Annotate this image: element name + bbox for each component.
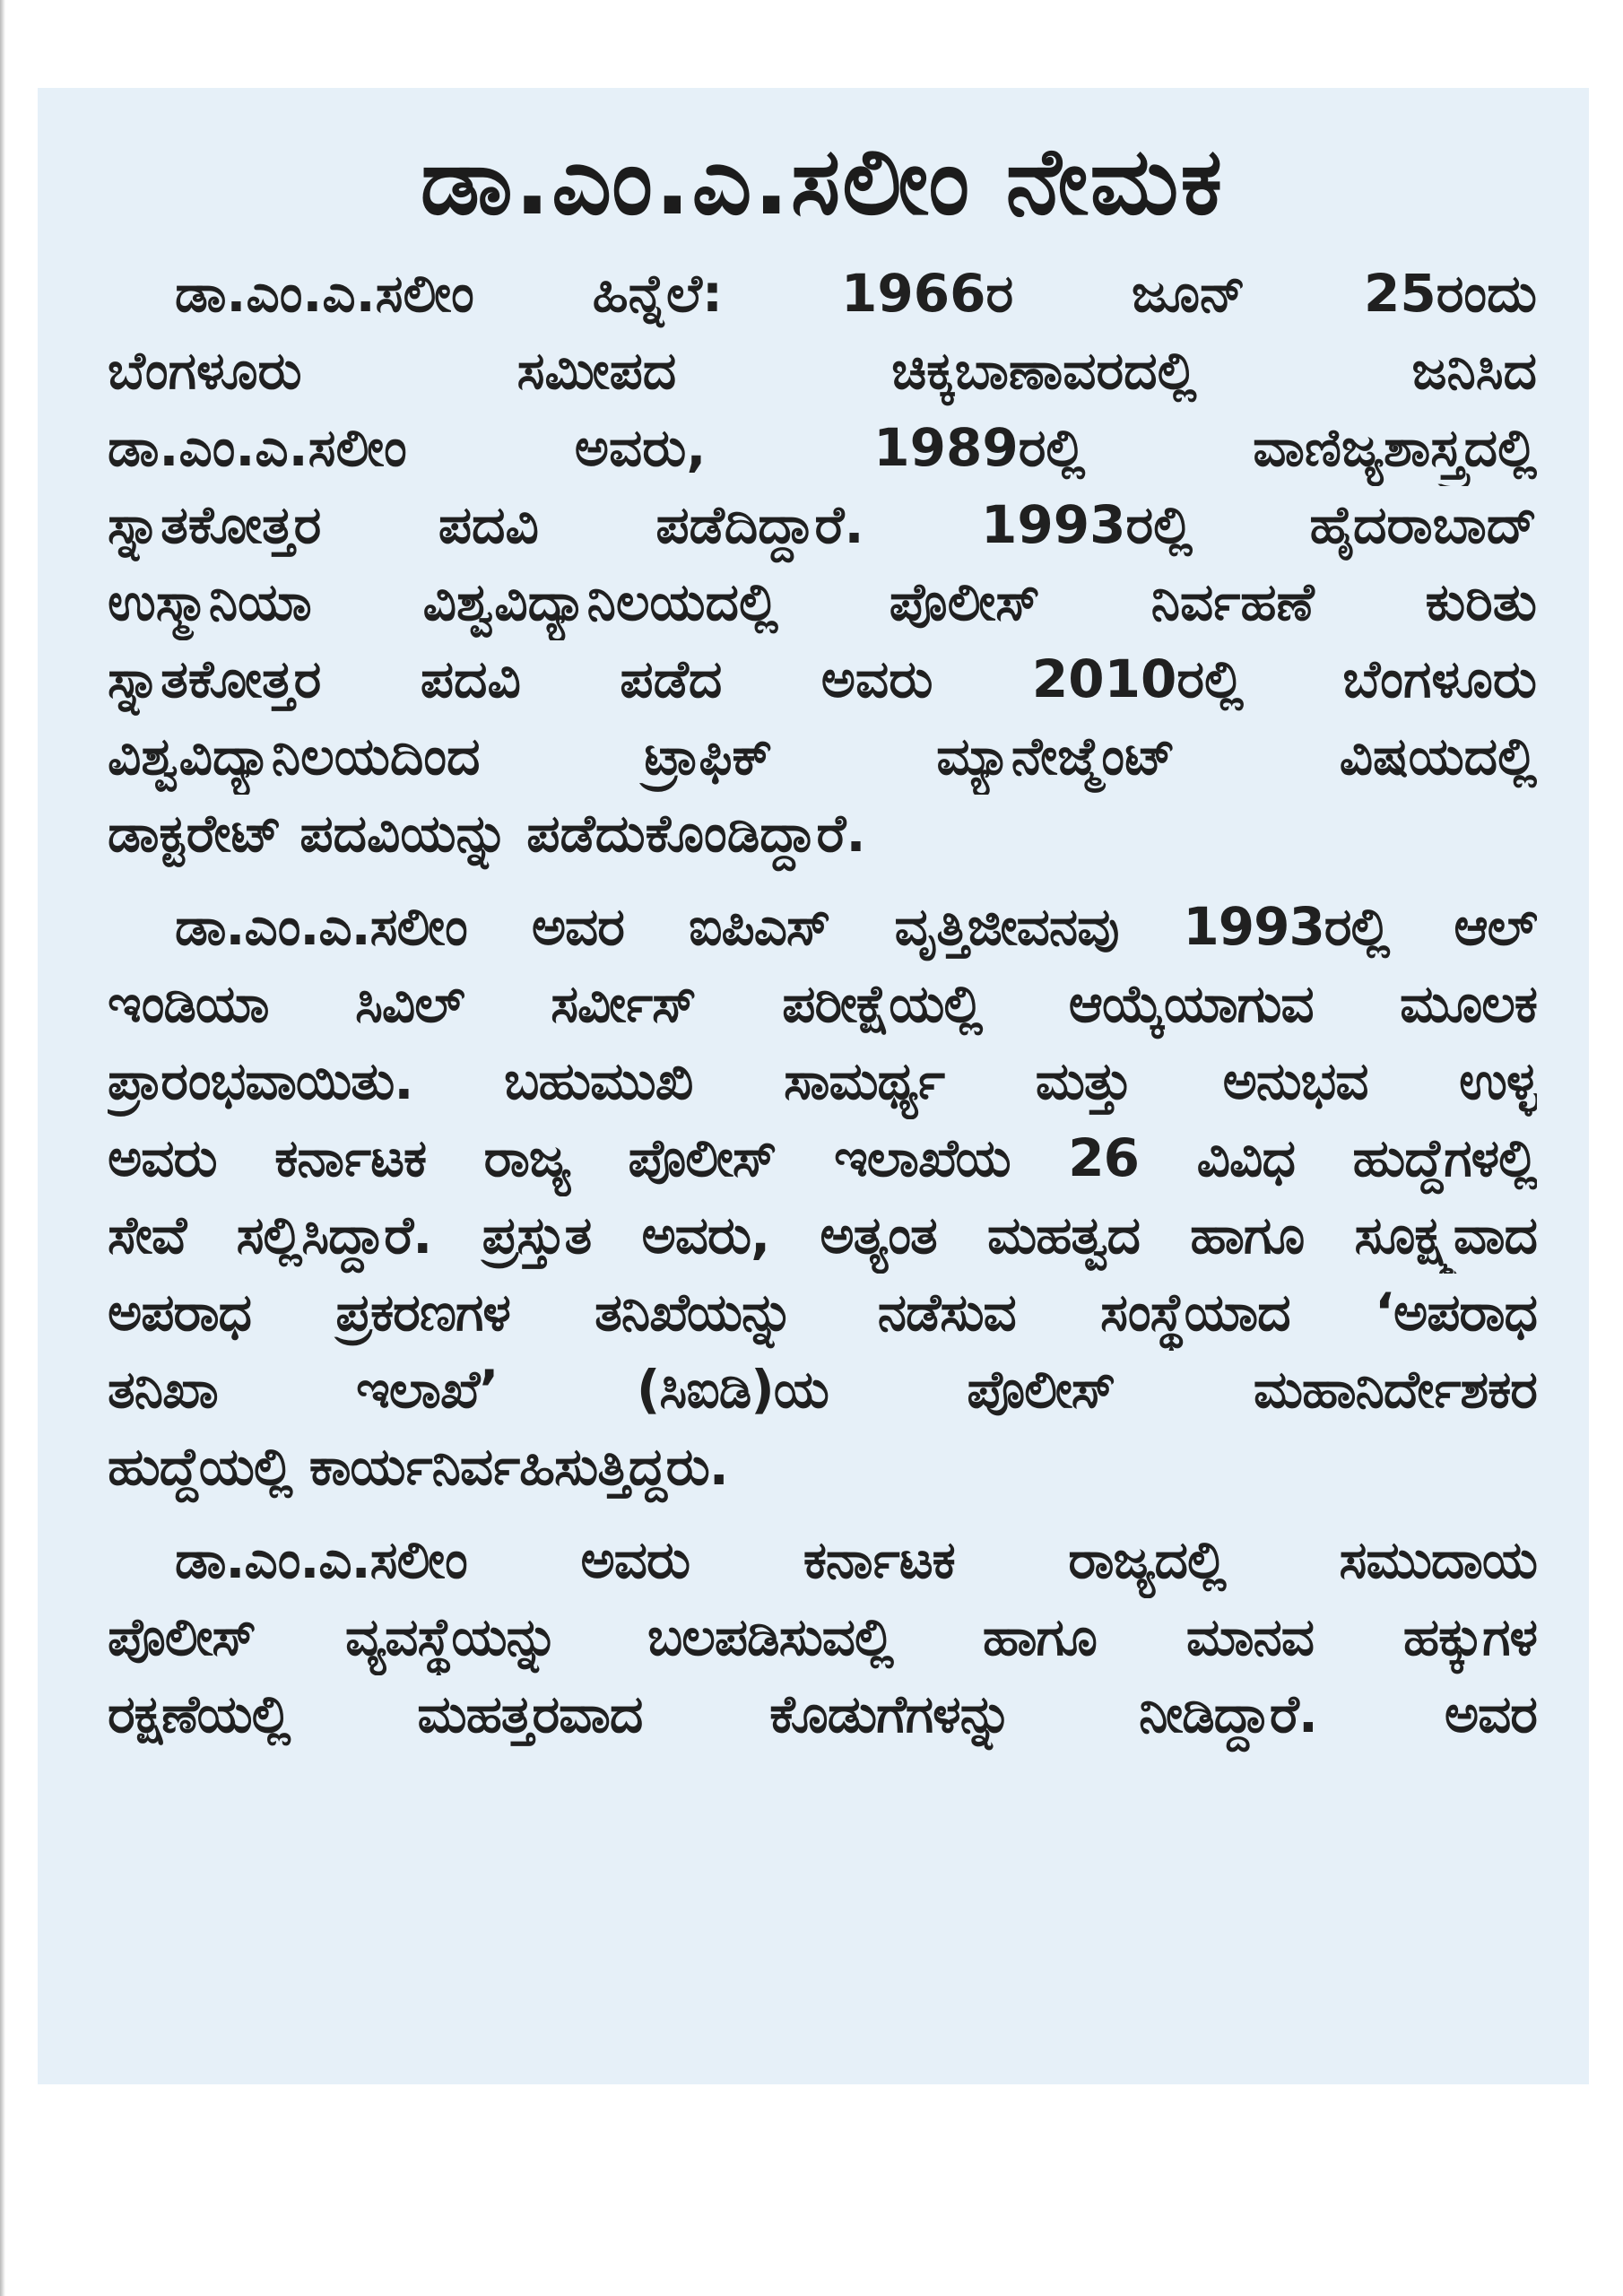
newspaper-clipping (38, 88, 1589, 2084)
text-line: ಡಾಕ್ಟರೇಟ್ ಪದವಿಯನ್ನು ಪಡೆದುಕೊಂಡಿದ್ದಾರೆ. (108, 803, 866, 864)
text-line: ಸ್ನಾತಕೋತ್ತರ ಪದವಿ ಪಡೆದ ಅವರು 2010ರಲ್ಲಿ ಬೆಂಗಳೂರು (108, 648, 1537, 709)
scan-edge-shadow (0, 0, 5, 2296)
text-line: ತನಿಖಾ ಇಲಾಖೆ’ (ಸಿಐಡಿ)ಯ ಪೊಲೀಸ್ ಮಹಾನಿರ್ದೇಶಕರ (108, 1359, 1537, 1420)
text-line: ಸೇವೆ ಸಲ್ಲಿಸಿದ್ದಾರೆ. ಪ್ರಸ್ತುತ ಅವರು, ಅತ್ಯಂತ ಮಹತ್ವದ ಹಾಗೂ ಸೂಕ್ಷ್ಮವಾದ (108, 1205, 1537, 1265)
paragraph-contributions (108, 1521, 1537, 1752)
text-line: ಅಪರಾಧ ಪ್ರಕರಣಗಳ ತನಿಖೆಯನ್ನು ನಡೆಸುವ ಸಂಸ್ಥೆಯಾದ ‘ಅಪರಾಧ (108, 1282, 1537, 1343)
text-line: ಉಸ್ಮಾನಿಯಾ ವಿಶ್ವವಿದ್ಯಾನಿಲಯದಲ್ಲಿ ಪೊಲೀಸ್ ನಿರ್ವಹಣೆ ಕುರಿತು (108, 571, 1537, 632)
text-line: ಡಾ.ಎಂ.ಎ.ಸಲೀಂ ಅವರು ಕರ್ನಾಟಕ ರಾಜ್ಯದಲ್ಲಿ ಸಮುದಾಯ (175, 1529, 1537, 1590)
text-line: ಬೆಂಗಳೂರು ಸಮೀಪದ ಚಿಕ್ಕಬಾಣಾವರದಲ್ಲಿ ಜನಿಸಿದ (108, 340, 1537, 401)
paragraph-career (108, 888, 1537, 1505)
text-line: ಡಾ.ಎಂ.ಎ.ಸಲೀಂ ಅವರ ಐಪಿಎಸ್ ವೃತ್ತಿಜೀವನವು 1993ರಲ್ಲಿ ಆಲ್ (175, 896, 1537, 957)
text-line: ಇಂಡಿಯಾ ಸಿವಿಲ್ ಸರ್ವೀಸ್ ಪರೀಕ್ಷೆಯಲ್ಲಿ ಆಯ್ಕೆಯಾಗುವ ಮೂಲಕ (108, 973, 1537, 1034)
text-line: ಡಾ.ಎಂ.ಎ.ಸಲೀಂ ಹಿನ್ನೆಲೆ: 1966ರ ಜೂನ್ 25ರಂದು (175, 263, 1537, 324)
text-line: ಡಾ.ಎಂ.ಎ.ಸಲೀಂ ಅವರು, 1989ರಲ್ಲಿ ವಾಣಿಜ್ಯಶಾಸ್ತ್ರದಲ್ಲಿ (108, 417, 1537, 478)
text-line: ವಿಶ್ವವಿದ್ಯಾನಿಲಯದಿಂದ ಟ್ರಾಫಿಕ್ ಮ್ಯಾನೇಜ್ಮೆಂಟ್ ವಿಷಯದಲ್ಲಿ (108, 726, 1537, 787)
text-line: ಸ್ನಾತಕೋತ್ತರ ಪದವಿ ಪಡೆದಿದ್ದಾರೆ. 1993ರಲ್ಲಿ ಹೈದರಾಬಾದ್ (108, 494, 1537, 555)
article-title: ಡಾ.ಎಂ.ಎ.ಸಲೀಂ ನೇಮಕ (420, 126, 1225, 236)
text-line: ಪೊಲೀಸ್ ವ್ಯವಸ್ಥೆಯನ್ನು ಬಲಪಡಿಸುವಲ್ಲಿ ಹಾಗೂ ಮಾನವ ಹಕ್ಕುಗಳ (108, 1606, 1537, 1667)
text-line: ಪ್ರಾರಂಭವಾಯಿತು. ಬಹುಮುಖಿ ಸಾಮರ್ಥ್ಯ ಮತ್ತು ಅನುಭವ ಉಳ್ಳ (108, 1050, 1537, 1111)
text-line: ಹುದ್ದೆಯಲ್ಲಿ ಕಾರ್ಯನಿರ್ವಹಿಸುತ್ತಿದ್ದರು. (108, 1436, 728, 1497)
paragraph-background (108, 255, 1537, 872)
text-line: ಅವರು ಕರ್ನಾಟಕ ರಾಜ್ಯ ಪೊಲೀಸ್ ಇಲಾಖೆಯ 26 ವಿವಿಧ ಹುದ್ದೆಗಳಲ್ಲಿ (108, 1127, 1537, 1188)
text-line: ರಕ್ಷಣೆಯಲ್ಲಿ ಮಹತ್ತರವಾದ ಕೊಡುಗೆಗಳನ್ನು ನೀಡಿದ್ದಾರೆ. ಅವರ (108, 1683, 1537, 1744)
